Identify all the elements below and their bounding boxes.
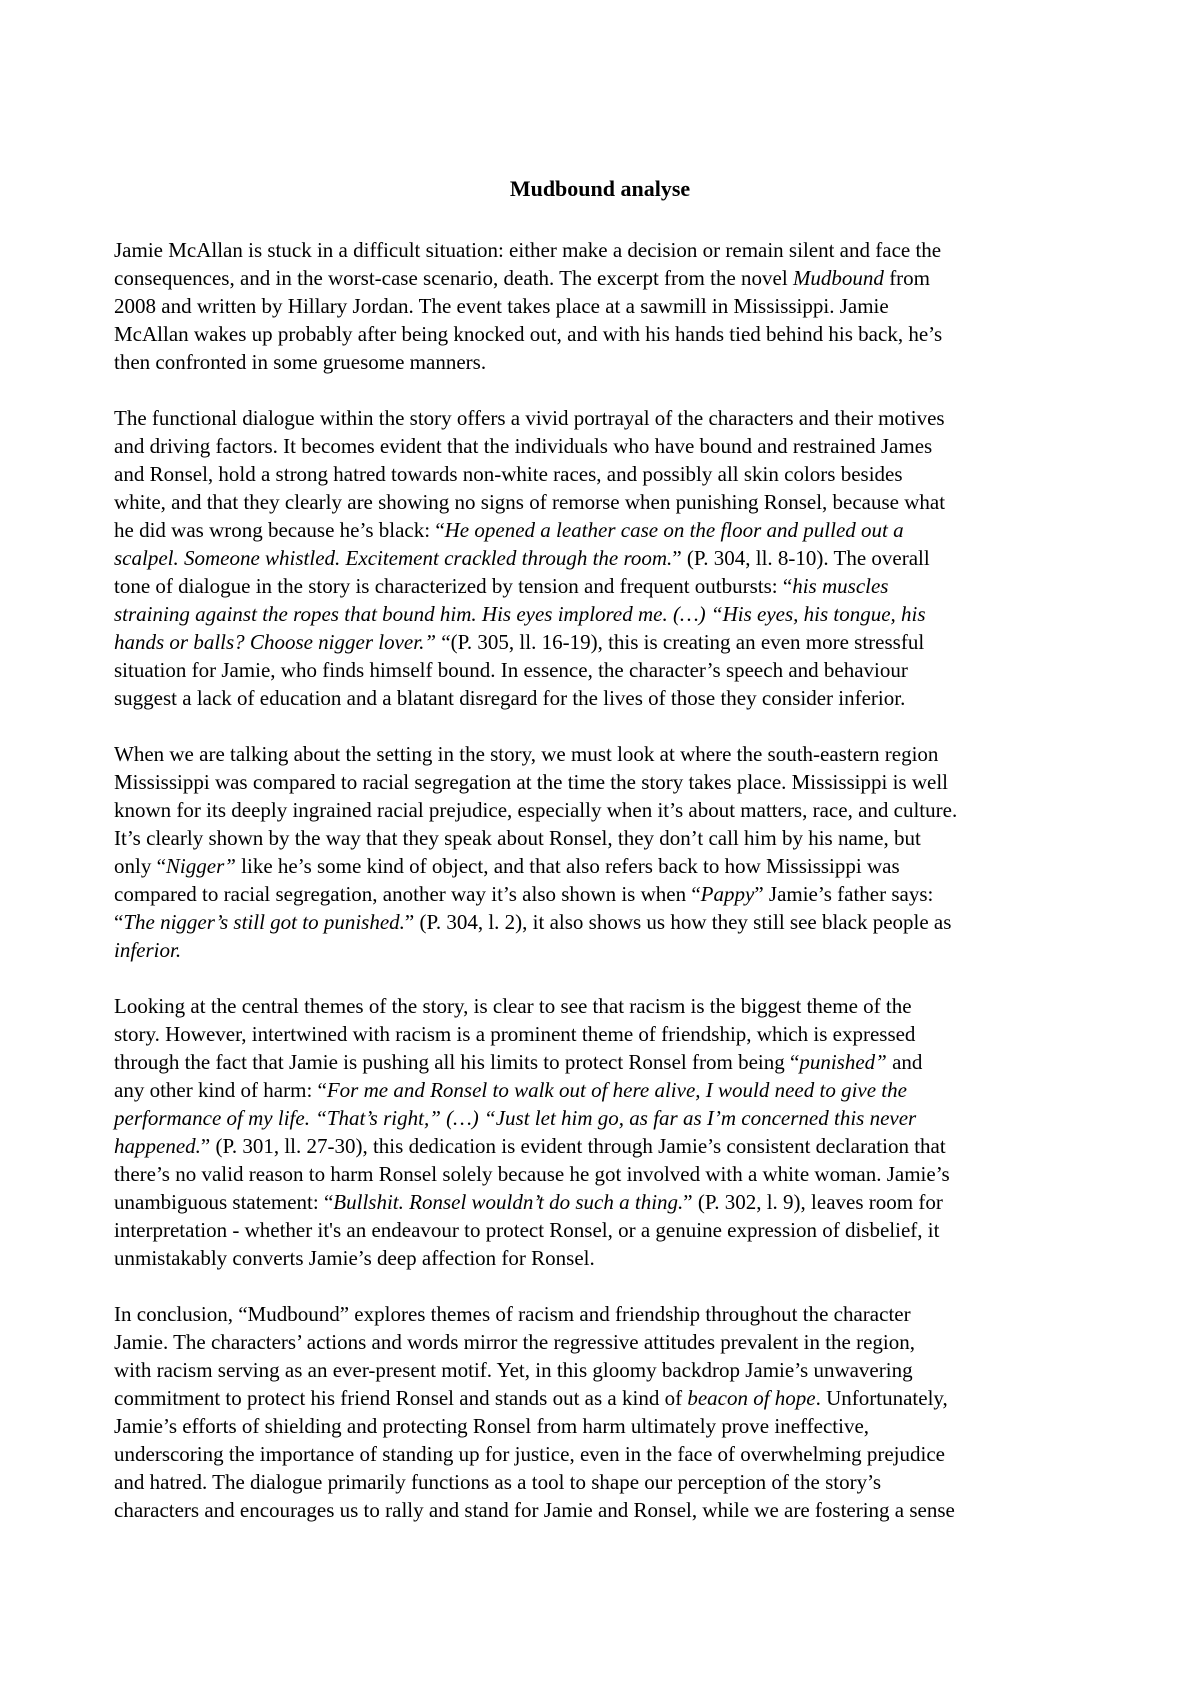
italic-quote-text: The nigger’s still got to punished. xyxy=(123,910,405,934)
body-text-run: unambiguous statement: “ xyxy=(114,1190,334,1214)
italic-quote-text: He opened a leather case on the floor and pulled out a xyxy=(444,518,904,542)
body-text-run: Jamie’s efforts of shielding and protecting Ronsel from harm ultimately prove ineffective, xyxy=(114,1414,870,1438)
body-text-run: he did was wrong because he’s black: “ xyxy=(114,518,445,542)
body-text-run: and xyxy=(886,1050,923,1074)
text-line xyxy=(114,1328,1104,1356)
paragraph xyxy=(114,992,1104,1272)
body-text-run: Mississippi was compared to racial segregation at the time the story takes place. Mississippi is well xyxy=(114,770,949,794)
text-line xyxy=(114,404,1104,432)
text-line xyxy=(114,1132,1104,1160)
paragraph xyxy=(114,404,1104,712)
body-text-run: then confronted in some gruesome manners. xyxy=(114,350,487,374)
text-line xyxy=(114,1412,1104,1440)
body-text-run: unmistakably converts Jamie’s deep affection for Ronsel. xyxy=(114,1246,595,1270)
body-text-run: and Ronsel, hold a strong hatred towards non-white races, and possibly all skin colors besides xyxy=(114,462,903,486)
body-text-run: . Unfortunately, xyxy=(815,1386,948,1410)
body-text-run: It’s clearly shown by the way that they speak about Ronsel, they don’t call him by his name, but xyxy=(114,826,921,850)
body-text-run: When we are talking about the setting in the story, we must look at where the south-eastern region xyxy=(114,742,939,766)
text-line xyxy=(114,544,1104,572)
italic-quote-text: Nigger” xyxy=(165,854,236,878)
body-text-run: suggest a lack of education and a blatant disregard for the lives of those they consider inferior. xyxy=(114,686,906,710)
body-text-run: story. However, intertwined with racism is a prominent theme of friendship, which is expressed xyxy=(114,1022,916,1046)
body-text-run: McAllan wakes up probably after being knocked out, and with his hands tied behind his back, he’s xyxy=(114,322,943,346)
paragraph xyxy=(114,1300,1104,1524)
text-line xyxy=(114,1468,1104,1496)
italic-quote-text: happened. xyxy=(114,1134,201,1158)
italic-quote-text: Bullshit. Ronsel wouldn’t do such a thing. xyxy=(333,1190,684,1214)
text-line xyxy=(114,796,1104,824)
italic-quote-text: his muscles xyxy=(792,574,889,598)
body-text-run: underscoring the importance of standing up for justice, even in the face of overwhelming prejudice xyxy=(114,1442,945,1466)
text-line xyxy=(114,1300,1104,1328)
text-line xyxy=(114,768,1104,796)
text-line xyxy=(114,880,1104,908)
body-text-run: known for its deeply ingrained racial prejudice, especially when it’s about matters, race, and culture. xyxy=(114,798,958,822)
body-text-run: compared to racial segregation, another way it’s also shown is when “ xyxy=(114,882,701,906)
body-text-run: situation for Jamie, who finds himself bound. In essence, the character’s speech and behaviour xyxy=(114,658,908,682)
italic-quote-text: punished” xyxy=(799,1050,887,1074)
body-text-run: only “ xyxy=(114,854,166,878)
italic-quote-text: For me and Ronsel to walk out of here alive, I would need to give the xyxy=(326,1078,907,1102)
text-line xyxy=(114,656,1104,684)
text-line xyxy=(114,824,1104,852)
text-line xyxy=(114,936,1104,964)
body-text-run: ” (P. 304, l. 2), it also shows us how they still see black people as xyxy=(404,910,952,934)
document-title: Mudbound analyse xyxy=(509,176,691,201)
body-text-run: ” (P. 302, l. 9), leaves room for xyxy=(683,1190,943,1214)
text-line xyxy=(114,908,1104,936)
text-line xyxy=(114,1496,1104,1524)
text-line xyxy=(114,516,1104,544)
text-line xyxy=(114,1356,1104,1384)
italic-quote-text: performance of my life. “That’s right,” (…) “Just let him go, as far as I’m concerned this never xyxy=(114,1106,917,1130)
text-line xyxy=(114,236,1104,264)
text-line xyxy=(114,488,1104,516)
text-line xyxy=(114,432,1104,460)
text-line xyxy=(114,1384,1104,1412)
text-line xyxy=(114,348,1104,376)
italic-quote-text: inferior. xyxy=(114,938,182,962)
body-text-run: The functional dialogue within the story offers a vivid portrayal of the characters and their motives xyxy=(114,406,945,430)
body-text-run: ” (P. 301, ll. 27-30), this dedication is evident through Jamie’s consistent declaration that xyxy=(200,1134,946,1158)
paragraph xyxy=(114,236,1104,376)
text-line xyxy=(114,1440,1104,1468)
text-line xyxy=(114,572,1104,600)
text-line xyxy=(114,1188,1104,1216)
body-text-run: any other kind of harm: “ xyxy=(114,1078,327,1102)
text-line xyxy=(114,264,1104,292)
text-line xyxy=(114,1076,1104,1104)
body-text-run: “(P. 305, ll. 16-19), this is creating an even more stressful xyxy=(436,630,925,654)
italic-quote-text: straining against the ropes that bound him. His eyes implored me. (…) “His eyes, his tongue, his xyxy=(114,602,926,626)
italic-quote-text: beacon of hope xyxy=(687,1386,816,1410)
text-line xyxy=(114,628,1104,656)
body-text-run: there’s no valid reason to harm Ronsel solely because he got involved with a white woman. Jamie’s xyxy=(114,1162,950,1186)
body-text-run: ” Jamie’s father says: xyxy=(754,882,934,906)
italic-quote-text: Pappy xyxy=(700,882,755,906)
body-text-run: characters and encourages us to rally and stand for Jamie and Ronsel, while we are fostering a sense xyxy=(114,1498,955,1522)
body-text-run: consequences, and in the worst-case scenario, death. The excerpt from the novel xyxy=(114,266,793,290)
body-text-run: through the fact that Jamie is pushing all his limits to protect Ronsel from being “ xyxy=(114,1050,800,1074)
italic-quote-text: hands or balls? Choose nigger lover.” xyxy=(114,630,437,654)
text-line xyxy=(114,1216,1104,1244)
text-line xyxy=(114,1244,1104,1272)
body-text-run: white, and that they clearly are showing no signs of remorse when punishing Ronsel, because what xyxy=(114,490,946,514)
body-text-run: and hatred. The dialogue primarily functions as a tool to shape our perception of the story’s xyxy=(114,1470,882,1494)
text-line xyxy=(114,320,1104,348)
italic-quote-text: scalpel. Someone whistled. Excitement crackled through the room. xyxy=(114,546,673,570)
body-text-run: Jamie McAllan is stuck in a difficult situation: either make a decision or remain silent and face the xyxy=(114,238,942,262)
body-text-run: Looking at the central themes of the story, is clear to see that racism is the biggest theme of the xyxy=(114,994,912,1018)
text-line xyxy=(114,600,1104,628)
document-body xyxy=(114,236,1104,1524)
text-line xyxy=(114,992,1104,1020)
body-text-run: In conclusion, “Mudbound” explores themes of racism and friendship throughout the character xyxy=(114,1302,911,1326)
body-text-run: with racism serving as an ever-present motif. Yet, in this gloomy backdrop Jamie’s unwavering xyxy=(114,1358,913,1382)
text-line xyxy=(114,292,1104,320)
body-text-run: Jamie. The characters’ actions and words mirror the regressive attitudes prevalent in the region, xyxy=(114,1330,916,1354)
body-text-run: from xyxy=(883,266,931,290)
paragraph xyxy=(114,740,1104,964)
text-line xyxy=(114,1104,1104,1132)
body-text-run: ” (P. 304, ll. 8-10). The overall xyxy=(672,546,930,570)
text-line xyxy=(114,1160,1104,1188)
text-line xyxy=(114,460,1104,488)
body-text-run: and driving factors. It becomes evident that the individuals who have bound and restrained James xyxy=(114,434,933,458)
italic-quote-text: Mudbound xyxy=(792,266,884,290)
body-text-run: interpretation - whether it's an endeavour to protect Ronsel, or a genuine expression of disbelief, it xyxy=(114,1218,940,1242)
text-line xyxy=(114,684,1104,712)
text-line xyxy=(114,1020,1104,1048)
body-text-run: commitment to protect his friend Ronsel and stands out as a kind of xyxy=(114,1386,688,1410)
text-line xyxy=(114,852,1104,880)
text-line xyxy=(114,740,1104,768)
body-text-run: “ xyxy=(114,910,124,934)
body-text-run: like he’s some kind of object, and that also refers back to how Mississippi was xyxy=(235,854,900,878)
body-text-run: tone of dialogue in the story is characterized by tension and frequent outbursts: “ xyxy=(114,574,793,598)
text-line xyxy=(114,1048,1104,1076)
body-text-run: 2008 and written by Hillary Jordan. The event takes place at a sawmill in Mississippi. Jamie xyxy=(114,294,889,318)
